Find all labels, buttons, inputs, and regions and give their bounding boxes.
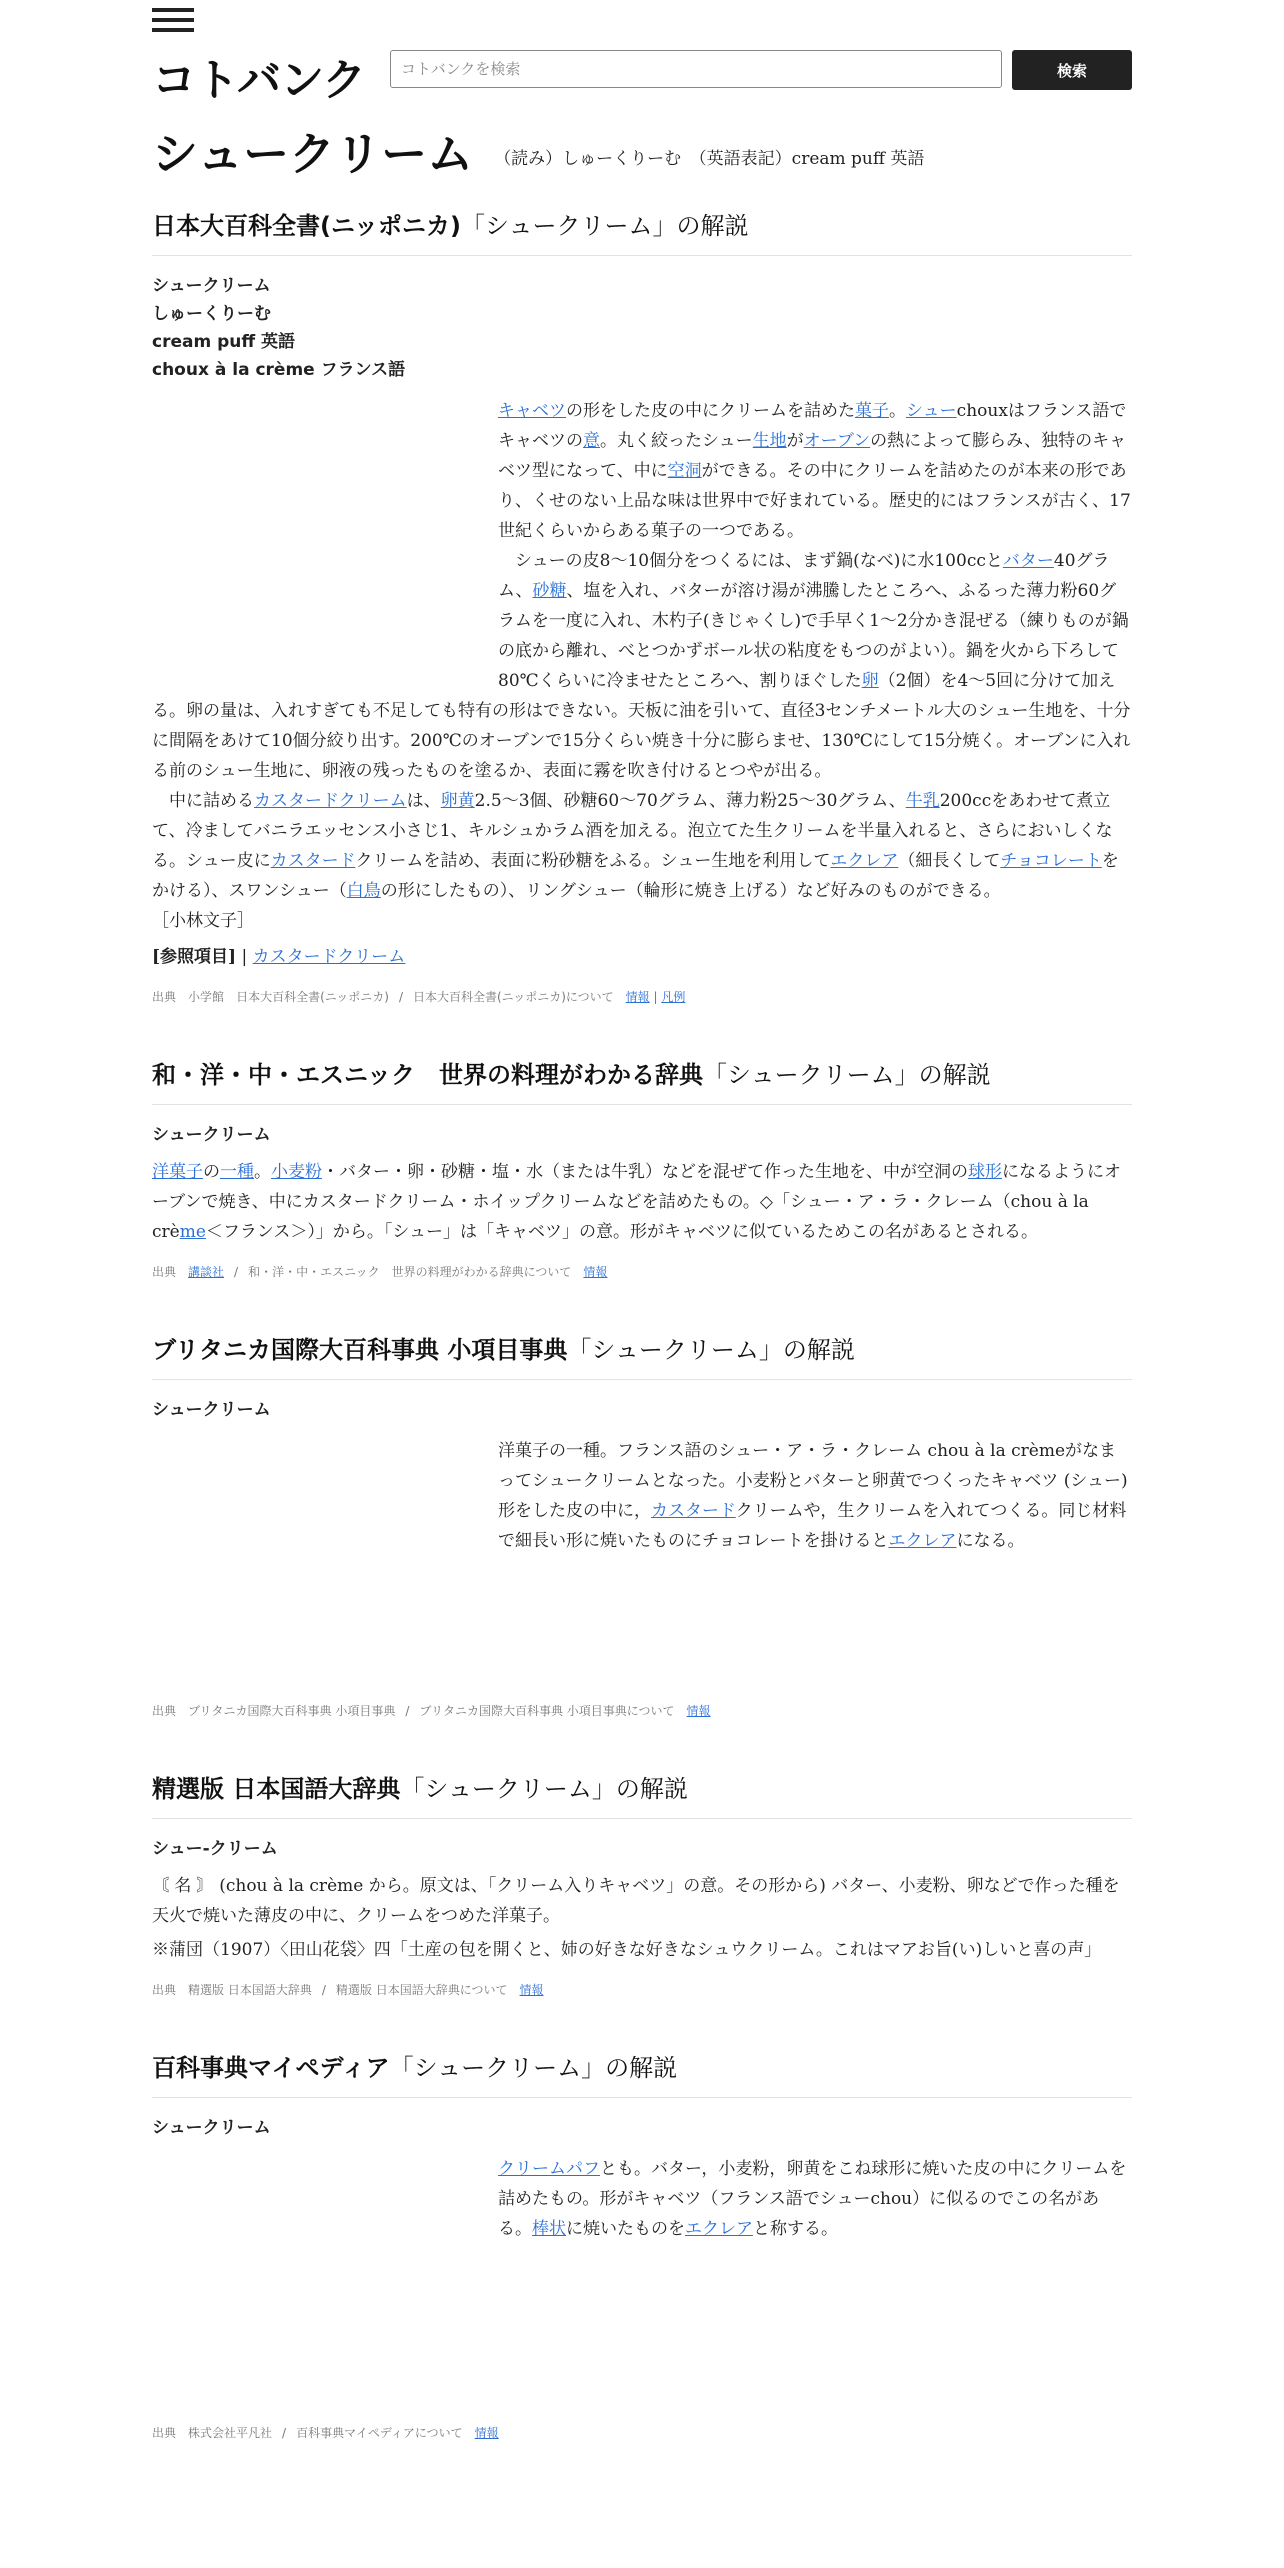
reference-row: [参照項目] | カスタードクリーム (152, 947, 406, 967)
entry-headwords: シュークリーム しゅーくりーむ cream puff 英語 choux à la crème フランス語 (152, 276, 406, 380)
text-run: の (203, 1162, 220, 1182)
section-mypedia (152, 2048, 1132, 2441)
text-run: 40グラム、 (498, 551, 1110, 601)
ad-space (152, 2154, 498, 2244)
text-run: に焼いたものを (566, 2219, 685, 2239)
entry-headword: シュー‐クリーム (152, 1839, 278, 1859)
text-run: （細長くして (898, 851, 1001, 871)
text-run: （2個）を4～5回に分けて加える。卵の量は、入れすぎても不足しても特有の形はできない。天板に油を引いて、直径3センチメートル大のシュー生地を、十分に間隔をあけて10個分絞り出す。200℃のオーブンで15分くらい焼き十分に膨らませ、130℃にして15分焼く。オーブンに入れる前のシュー生地に、卵液の残ったものを塗るか、表面に霧を吹き付けるとつやが出る。 (152, 671, 1131, 781)
citation: ※蒲団（1907）〈田山花袋〉四「土産の包を開くと、姉の好きな好きなシュウクリーム。これはマアお旨(い)しいと喜の声」 (152, 1940, 1102, 1960)
text-run: が (786, 431, 804, 451)
ad-space (152, 396, 498, 686)
page-title-row (152, 118, 1132, 190)
source-line: 出典 小学館 日本大百科全書(ニッポニカ) / 日本大百科全書(ニッポニカ)について 情報 | 凡例 (152, 990, 686, 1004)
text-run: 。丸く絞ったシュー (600, 431, 753, 451)
inline-link[interactable]: 洋菓子 (152, 1162, 203, 1182)
inline-link[interactable]: カスタード (651, 1501, 736, 1521)
source-line: 出典 株式会社平凡社 / 百科事典マイペディアについて 情報 (152, 2426, 499, 2440)
page-title: シュークリーム (152, 127, 474, 181)
inline-link[interactable]: エクレア (685, 2219, 753, 2239)
page-title-reading: （読み）しゅーくりーむ （英語表記）cream puff 英語 (494, 149, 925, 169)
section-heading: 日本大百科全書(ニッポニカ)「シュークリーム」の解説 (152, 206, 1132, 256)
text-run: の形にしたもの）、リングシュー（輪形に焼き上げる）など好みのものができる。 (380, 881, 1001, 901)
inline-link[interactable]: 球形 (968, 1162, 1002, 1182)
inline-link[interactable]: カスタードクリーム (254, 791, 407, 811)
text-run: 、塩を入れ、バターが溶け湯が沸騰したところへ、ふるった薄力粉60グラムを一度に入れ、木杓子(きじゃくし)で手早く1～2分かき混ぜる（練りものが鍋の底から離れ、べとつかずボール状の粘度をもつのがよい）。鍋を火から下ろして80℃くらいに冷ませたところへ、割りほぐした (498, 581, 1129, 691)
source-line: 出典 精選版 日本国語大辞典 / 精選版 日本国語大辞典について 情報 (152, 1983, 544, 1997)
inline-link[interactable]: 砂糖 (532, 581, 567, 601)
entry-body (152, 396, 1132, 936)
menu-icon[interactable] (152, 8, 194, 32)
inline-link[interactable]: 一種 (220, 1162, 254, 1182)
text-run: 2.5～3個、砂糖60～70グラム、薄力粉25～30グラム、 (474, 791, 906, 811)
inline-link[interactable]: 牛乳 (905, 791, 940, 811)
text-run: 中に詰める (152, 791, 254, 811)
info-link[interactable]: 情報 (519, 1983, 544, 1997)
inline-link[interactable]: 小麦粉 (271, 1162, 322, 1182)
entry-body (152, 1436, 1132, 1576)
inline-link[interactable]: me (179, 1222, 206, 1242)
text-run: と称する。 (753, 2219, 838, 2239)
text-run: になるようにオーブンで焼き、中にカスタードクリーム・ホイップクリームなどを詰めたもの。◇「シュー・ア・ラ・クレーム（chou à la crè (152, 1162, 1121, 1242)
source-line: 出典 ブリタニカ国際大百科事典 小項目事典 / ブリタニカ国際大百科事典 小項目事典について 情報 (152, 1704, 711, 1718)
info-link[interactable]: 情報 (583, 1265, 608, 1279)
inline-link[interactable]: オーブン (803, 431, 871, 451)
site-header (152, 0, 1132, 110)
inline-link[interactable]: クリームパフ (498, 2159, 600, 2179)
text-run: になる。 (956, 1531, 1025, 1551)
inline-link[interactable]: カスタード (270, 851, 356, 871)
info-link[interactable]: 情報 (474, 2426, 499, 2440)
text-run: クリームを詰め、表面に粉砂糖をふる。シュー生地を利用して (355, 851, 831, 871)
inline-link[interactable]: 卵 (861, 671, 879, 691)
paragraph (152, 1157, 1132, 1247)
text-run: 洋菓子の一種。フランス語のシュー・ア・ラ・クレーム chou à la crèmeがなまってシュークリームとなった。小麦粉とバターと卵黄でつくったキャベツ (シュー) 形をした皮の中に， (498, 1441, 1128, 1521)
ad-space (152, 1436, 498, 1576)
legend-link[interactable]: 凡例 (661, 990, 686, 1004)
text-run: 200ccをあわせて煮立て、冷ましてバニラエッセンス小さじ1、キルシュかラム酒を加える。泡立てた生クリームを半量入れると、さらにおいしくなる。シュー皮に (152, 791, 1113, 871)
text-run: の形をした皮の中にクリームを詰めた (566, 401, 855, 421)
inline-link[interactable]: 生地 (752, 431, 787, 451)
paragraph: 〘 名 〙 (chou à la crème から。原文は、「クリーム入りキャベツ」の意。その形から) バター、小麦粉、卵などで作った種を天火で焼いた薄皮の中に、クリームをつめた洋菓子。 (152, 1876, 1120, 1926)
text-run: ができる。その中にクリームを詰めたのが本来の形であり、くせのない上品な味は世界中で好まれている。歴史的にはフランスが古く、17世紀くらいからある菓子の一つである。 (498, 461, 1131, 541)
inline-link[interactable]: キャベツ (498, 401, 566, 421)
entry-body (152, 1157, 1132, 1247)
inline-link[interactable]: 棒状 (532, 2219, 566, 2239)
entry-body (152, 2154, 1132, 2244)
text-run: 。 (254, 1162, 271, 1182)
inline-link[interactable]: エクレア (830, 851, 899, 871)
entry-headword: シュークリーム (152, 1125, 271, 1145)
entry-headword: シュークリーム (152, 1400, 271, 1420)
author: ［小林文子］ (152, 911, 254, 931)
search-button[interactable]: 検索 (1012, 50, 1132, 90)
section-heading: 百科事典マイペディア「シュークリーム」の解説 (152, 2048, 1132, 2098)
inline-link[interactable]: チョコレート (1000, 851, 1102, 871)
text-run: シューの皮8～10個分をつくるには、まず鍋(なべ)に水100ccと (498, 551, 1003, 571)
inline-link[interactable]: 白鳥 (346, 881, 381, 901)
section-heading: ブリタニカ国際大百科事典 小項目事典「シュークリーム」の解説 (152, 1330, 1132, 1380)
entry-headword: シュークリーム (152, 2118, 271, 2138)
section-britannica (152, 1330, 1132, 1719)
info-link[interactable]: 情報 (625, 990, 650, 1004)
entry-body (152, 1871, 1132, 1965)
inline-link[interactable]: シュー (906, 401, 957, 421)
page (152, 0, 1132, 2441)
text-run: 。 (889, 401, 906, 421)
section-nikkoku (152, 1769, 1132, 1998)
text-run: chouxはフランス語でキャベツの (498, 401, 1127, 451)
section-heading: 精選版 日本国語大辞典「シュークリーム」の解説 (152, 1769, 1132, 1819)
inline-link[interactable]: 空洞 (667, 461, 702, 481)
inline-link[interactable]: 菓子 (855, 401, 889, 421)
info-link[interactable]: 情報 (686, 1704, 711, 1718)
publisher-link[interactable]: 講談社 (188, 1265, 225, 1279)
text-run: の熱によって膨らみ、独特のキャベツ型になって、中に (498, 431, 1127, 481)
inline-link[interactable]: エクレア (888, 1531, 957, 1551)
section-heading: 和・洋・中・エスニック 世界の料理がわかる辞典「シュークリーム」の解説 (152, 1055, 1132, 1105)
site-logo[interactable]: コトバンク (152, 55, 366, 106)
search-input[interactable] (390, 50, 1002, 88)
section-nipponica (152, 206, 1132, 1005)
inline-link[interactable]: 意 (583, 431, 600, 451)
reference-link[interactable]: カスタードクリーム (252, 947, 406, 967)
paragraph (152, 786, 1132, 906)
section-world-cuisine (152, 1055, 1132, 1280)
text-run: をかける）、スワンシュー（ (152, 851, 1119, 901)
text-run: クリームや，生クリームを入れてつくる。同じ材料で細長い形に焼いたものにチョコレートを掛けると (498, 1501, 1127, 1551)
text-run: は、 (406, 791, 441, 811)
source-line: 出典 講談社 / 和・洋・中・エスニック 世界の料理がわかる辞典について 情報 (152, 1265, 608, 1279)
text-run: ＜フランス＞）」から。「シュー」は「キャベツ」の意。形がキャベツに似ているためこの名があるとされる。 (205, 1222, 1039, 1242)
inline-link[interactable]: バター (1002, 551, 1054, 571)
text-run: とも。バター，小麦粉，卵黄をこね球形に焼いた皮の中にクリームを詰めたもの。形がキャベツ（フランス語でシューchou）に似るのでこの名がある。 (498, 2159, 1127, 2239)
text-run: ・バター・卵・砂糖・塩・水（または牛乳）などを混ぜて作った生地を、中が空洞の (322, 1162, 968, 1182)
inline-link[interactable]: 卵黄 (440, 791, 475, 811)
